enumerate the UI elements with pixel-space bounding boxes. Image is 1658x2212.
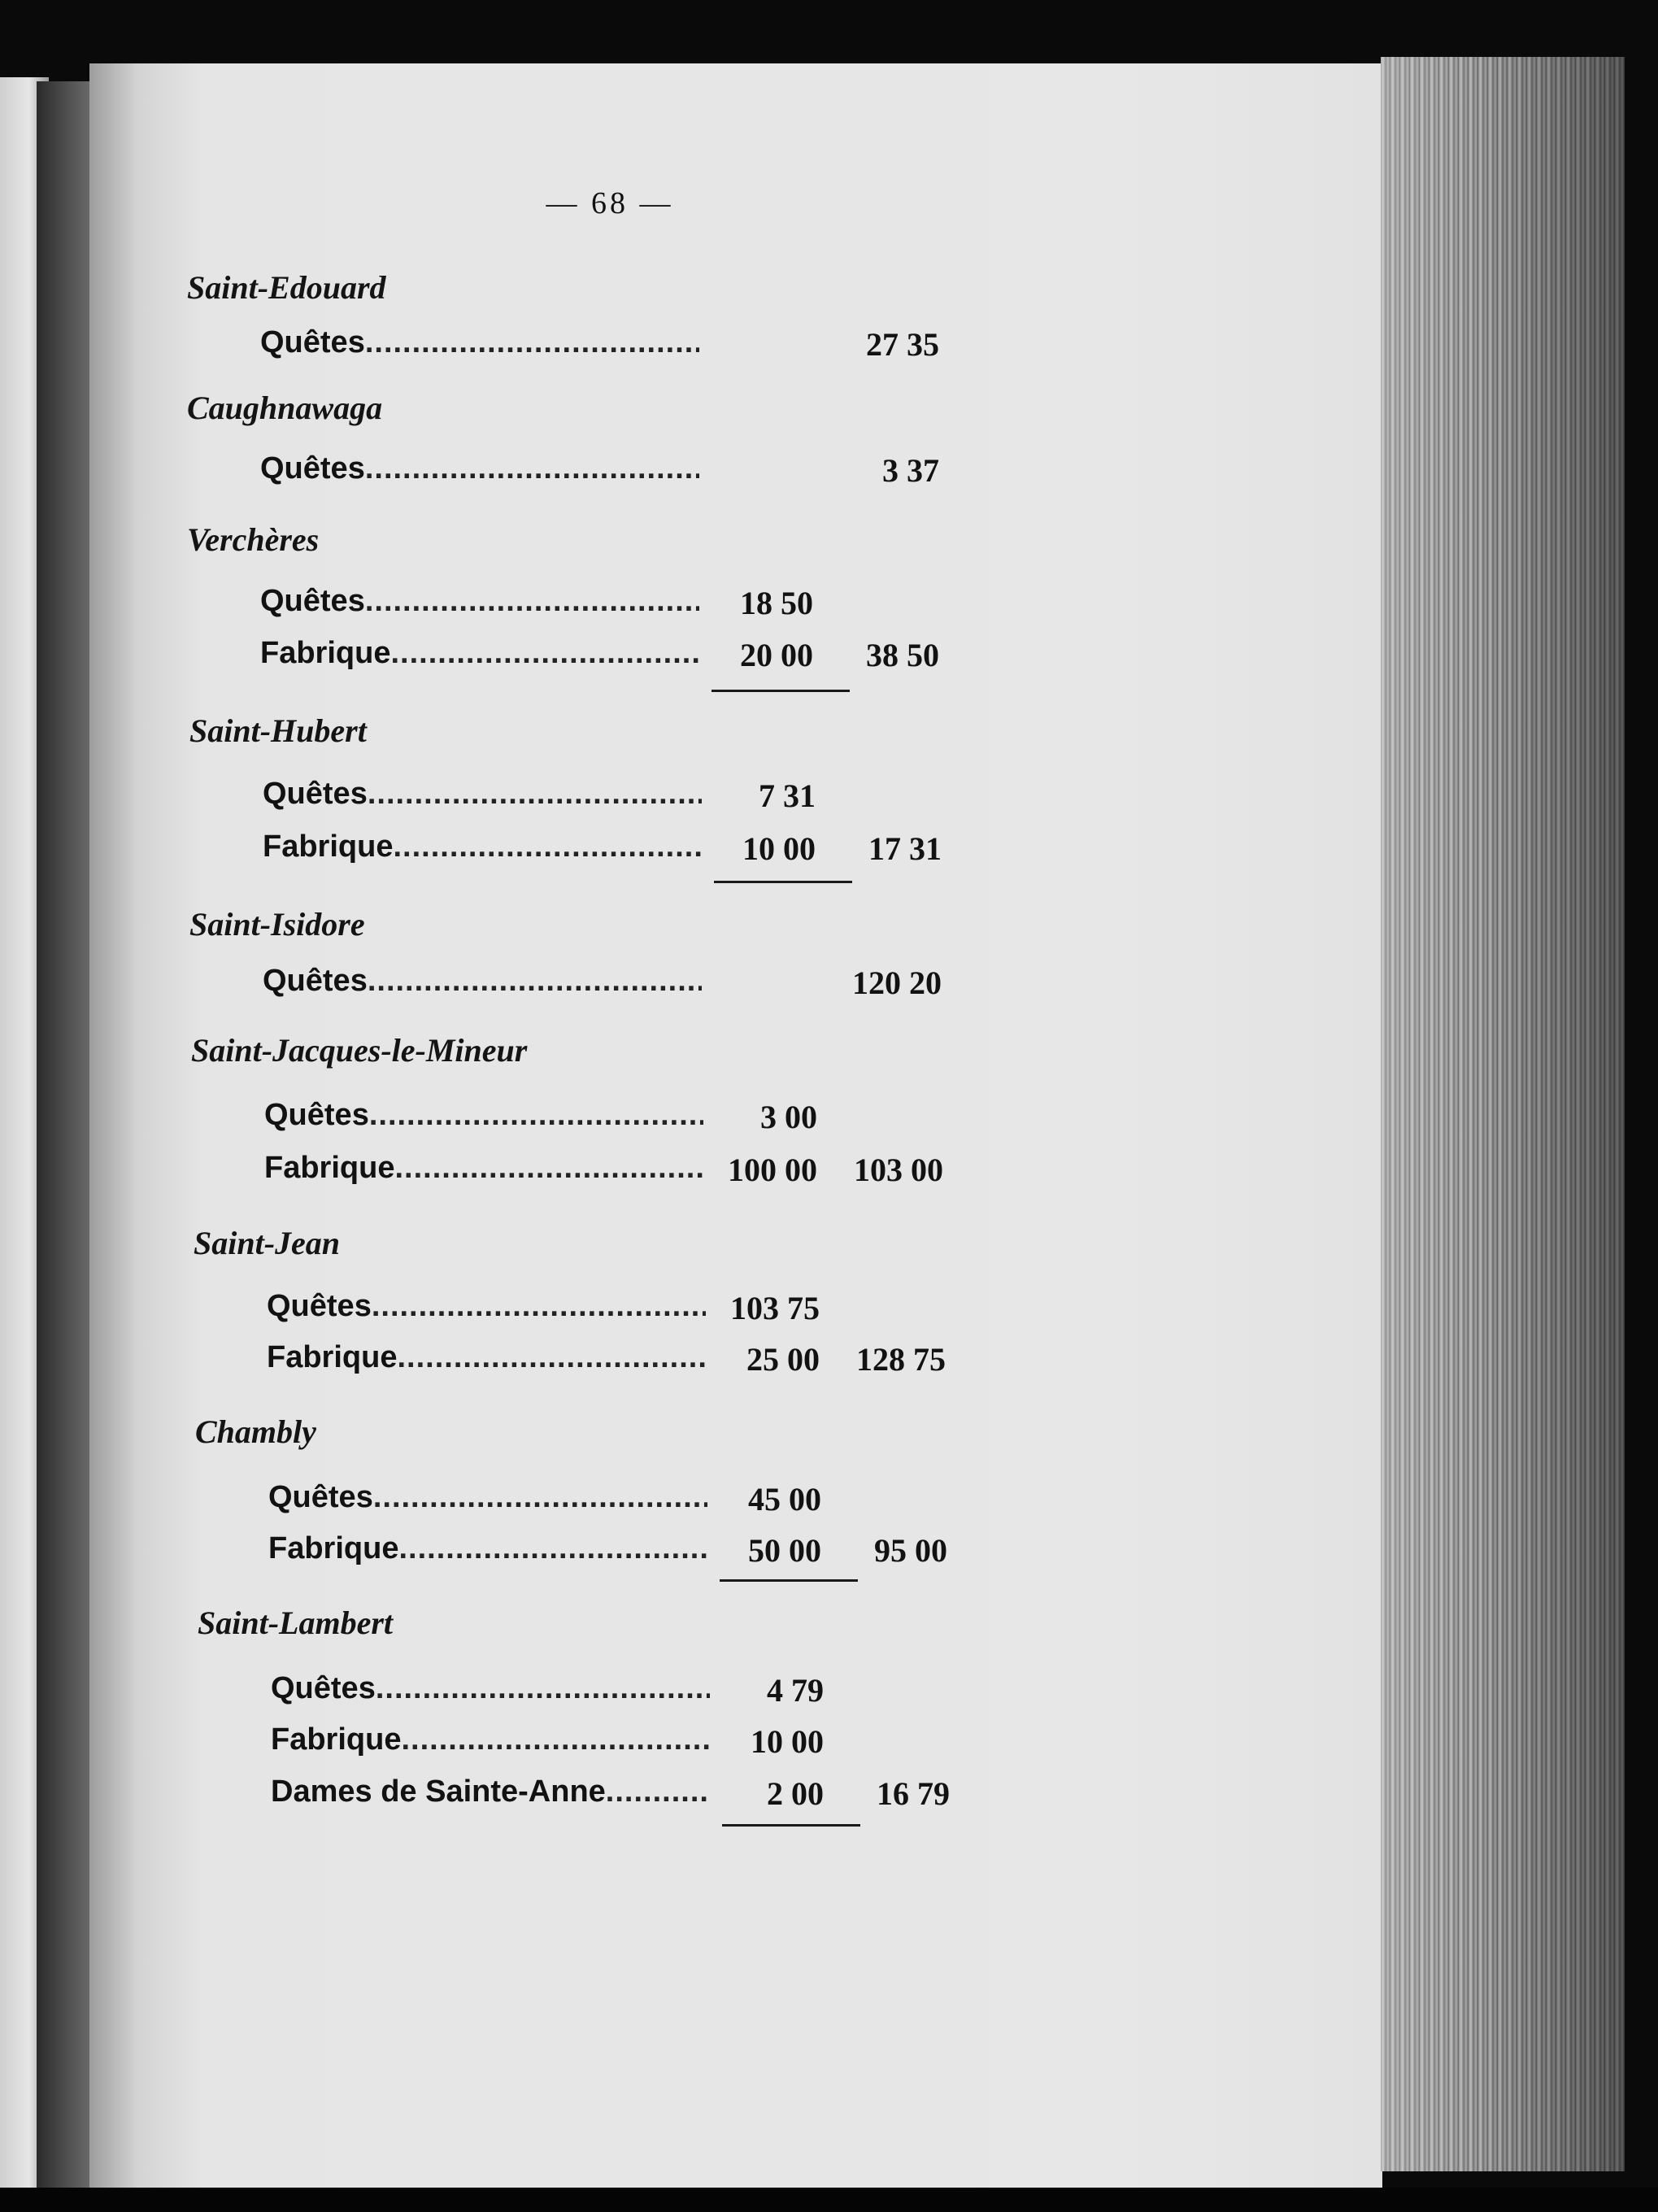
line-amount: 7 31: [759, 777, 816, 814]
line-label: Quêtes .....: [260, 451, 699, 486]
ledger-line: [264, 1151, 1240, 1191]
line-amount: 18 50: [740, 585, 813, 621]
line-amount: 10 00: [751, 1723, 824, 1760]
ledger-line: [268, 1531, 1244, 1572]
line-amount: 45 00: [748, 1481, 821, 1517]
ledger-line: [271, 1671, 1247, 1712]
line-label: Fabrique .....: [268, 1531, 707, 1566]
ledger-line: [260, 451, 1236, 492]
ledger-line: [271, 1774, 1247, 1815]
subtotal-rule: [722, 1824, 860, 1827]
line-amount: 103 75: [730, 1290, 820, 1326]
entry-total: 128 75: [856, 1341, 946, 1378]
parish-heading: Saint-Jacques-le-Mineur: [191, 1032, 528, 1069]
line-amount: 20 00: [740, 637, 813, 673]
line-label: Quêtes .....: [263, 964, 702, 999]
entry-total: 3 37: [882, 452, 939, 489]
line-label: Quêtes .....: [267, 1289, 706, 1324]
line-label: Quêtes .....: [260, 584, 699, 619]
entry-total: 38 50: [866, 637, 939, 673]
parish-heading: Saint-Isidore: [189, 906, 365, 943]
ledger-line: [260, 584, 1236, 625]
parish-heading: Saint-Edouard: [187, 269, 386, 306]
entry-total: 27 35: [866, 326, 939, 363]
line-amount: 2 00: [767, 1775, 824, 1812]
line-label: Fabrique .....: [267, 1340, 706, 1375]
ledger-line: [264, 1098, 1240, 1139]
line-amount: 4 79: [767, 1672, 824, 1709]
line-label: Quêtes .....: [268, 1480, 707, 1515]
subtotal-rule: [714, 881, 852, 883]
subtotal-rule: [720, 1579, 858, 1582]
ledger-line: [263, 777, 1238, 817]
subtotal-rule: [712, 690, 850, 692]
parish-heading: Caughnawaga: [187, 390, 383, 426]
line-label: Fabrique .....: [271, 1722, 710, 1757]
line-amount: 10 00: [742, 830, 816, 867]
parish-heading: Saint-Lambert: [198, 1605, 394, 1641]
ledger-line: [268, 1480, 1244, 1521]
entry-total: 120 20: [852, 964, 942, 1001]
ledger-line: [260, 636, 1236, 677]
parish-heading: Saint-Hubert: [189, 712, 367, 749]
parish-heading: Verchères: [187, 521, 320, 558]
line-amount: 50 00: [748, 1532, 821, 1569]
line-label: Quêtes .....: [264, 1098, 703, 1133]
line-amount: 25 00: [746, 1341, 820, 1378]
entry-total: 17 31: [868, 830, 942, 867]
line-label: Fabrique .....: [264, 1151, 703, 1186]
ledger-line: [260, 325, 1236, 366]
ledger-line: [271, 1722, 1247, 1763]
ledger-line: [263, 964, 1238, 1004]
ledger-line: [267, 1340, 1242, 1381]
entry-total: 16 79: [877, 1775, 950, 1812]
line-label: Dames de Sainte-Anne .....: [271, 1774, 710, 1809]
line-amount: 100 00: [728, 1152, 817, 1188]
line-amount: 3 00: [760, 1099, 817, 1135]
line-label: Quêtes .....: [271, 1671, 710, 1706]
entry-total: 103 00: [854, 1152, 943, 1188]
line-label: Quêtes .....: [260, 325, 699, 360]
parish-heading: Saint-Jean: [194, 1225, 341, 1261]
ledger-line: [263, 830, 1238, 870]
line-label: Fabrique .....: [260, 636, 699, 671]
page-number: — 68 —: [546, 186, 674, 220]
parish-heading: Chambly: [195, 1413, 316, 1450]
line-label: Fabrique .....: [263, 830, 702, 864]
line-label: Quêtes .....: [263, 777, 702, 812]
entry-total: 95 00: [874, 1532, 947, 1569]
ledger-line: [267, 1289, 1242, 1330]
